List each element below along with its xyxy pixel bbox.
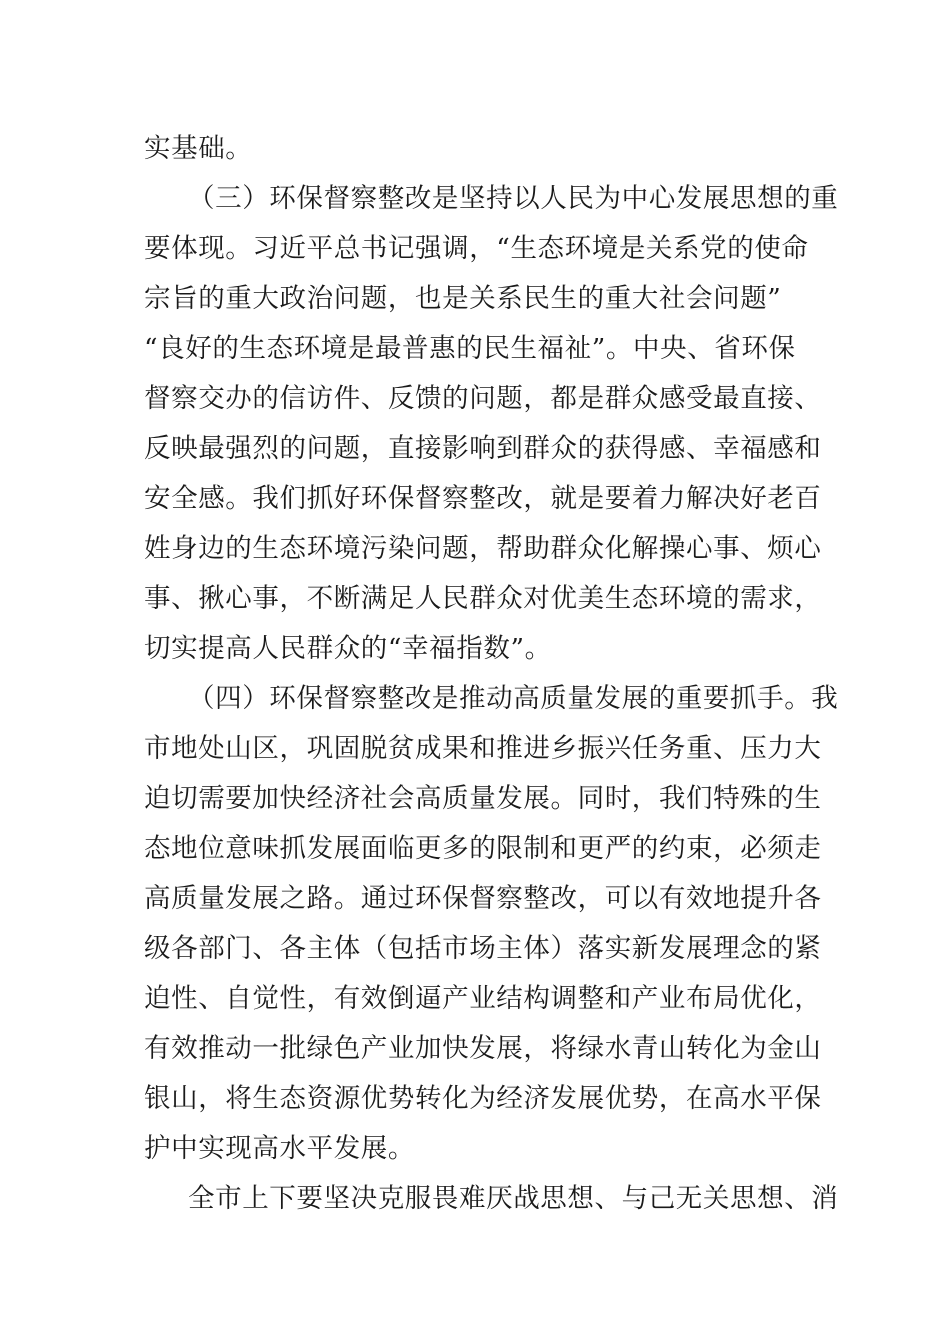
text-line: 实基础。 xyxy=(144,133,253,164)
text-line: （四）环保督察整改是推动高质量发展的重要抓手。我 xyxy=(188,683,839,714)
text-line: 督察交办的信访件、反馈的问题，都是群众感受最直接、 xyxy=(144,383,822,414)
text-line: 迫性、自觉性，有效倒逼产业结构调整和产业布局优化， xyxy=(144,983,822,1014)
text-line: 切实提高人民群众的“幸福指数”。 xyxy=(144,633,552,664)
text-line: 反映最强烈的问题，直接影响到群众的获得感、幸福感和 xyxy=(144,433,822,464)
text-line: 迫切需要加快经济社会高质量发展。同时，我们特殊的生 xyxy=(144,783,822,814)
text-line: 护中实现高水平发展。 xyxy=(144,1133,415,1164)
text-line: 姓身边的生态环境污染问题，帮助群众化解操心事、烦心 xyxy=(144,533,822,564)
text-line: 银山，将生态资源优势转化为经济发展优势，在高水平保 xyxy=(144,1083,822,1114)
text-line: 高质量发展之路。通过环保督察整改，可以有效地提升各 xyxy=(144,883,822,914)
text-line: 安全感。我们抓好环保督察整改，就是要着力解决好老百 xyxy=(144,483,822,514)
text-line: 事、揪心事，不断满足人民群众对优美生态环境的需求， xyxy=(144,583,822,614)
text-line: 级各部门、各主体（包括市场主体）落实新发展理念的紧 xyxy=(144,933,822,964)
text-line: 有效推动一批绿色产业加快发展，将绿水青山转化为金山 xyxy=(144,1033,822,1064)
text-line: 态地位意味抓发展面临更多的限制和更严的约束，必须走 xyxy=(144,833,822,864)
text-line: 市地处山区，巩固脱贫成果和推进乡振兴任务重、压力大 xyxy=(144,733,822,764)
text-line: “良好的生态环境是最普惠的民生福祉”。中央、省环保 xyxy=(144,333,796,364)
text-line: （三）环保督察整改是坚持以人民为中心发展思想的重 xyxy=(188,183,839,214)
text-line: 宗旨的重大政治问题，也是关系民生的重大社会问题” xyxy=(144,283,782,314)
text-line: 全市上下要坚决克服畏难厌战思想、与己无关思想、消 xyxy=(188,1183,839,1214)
text-line: 要体现。习近平总书记强调，“生态环境是关系党的使命 xyxy=(144,233,809,264)
